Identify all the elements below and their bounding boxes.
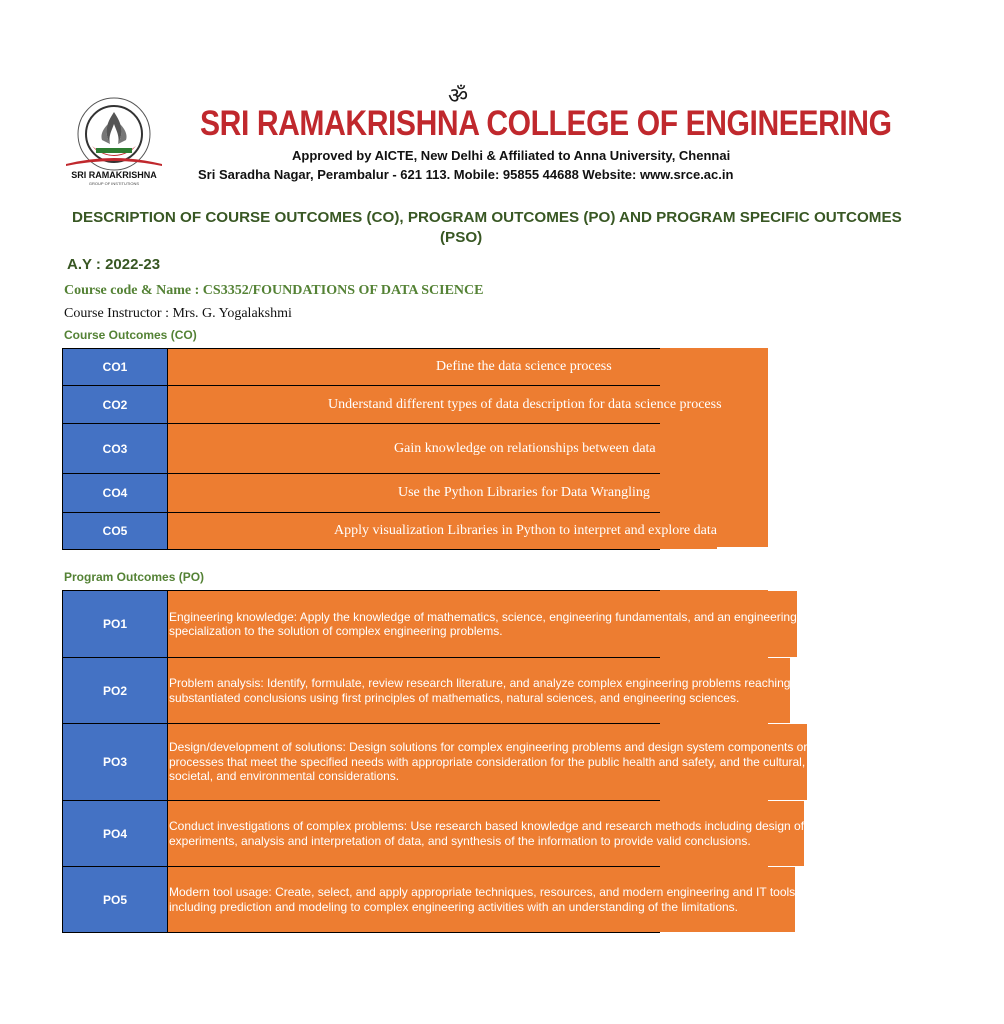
po-description: Design/development of solutions: Design solutions for complex engineering problems and design system components or processes that meet the specified needs with appropriate consideration for the public health and safety, and the cultural, societal, and environmental considerations. <box>169 740 808 784</box>
table-row <box>63 658 791 724</box>
table-row <box>63 867 796 932</box>
co-code: CO3 <box>63 424 168 473</box>
po-description-cell <box>168 658 790 723</box>
po-description-cell <box>168 801 804 866</box>
table-row <box>63 474 660 513</box>
po-code: PO2 <box>63 658 168 723</box>
co-code: CO4 <box>63 474 168 512</box>
co-section-label: Course Outcomes (CO) <box>64 328 197 342</box>
table-row <box>63 424 660 474</box>
co-description: Understand different types of data description for data science process <box>168 386 722 423</box>
po-description-cell <box>168 724 807 800</box>
logo-sublabel: GROUP OF INSTITUTIONS <box>88 181 140 186</box>
co-code: CO5 <box>63 513 168 549</box>
college-logo <box>62 94 166 186</box>
po-description: Modern tool usage: Create, select, and apply appropriate techniques, resources, and modern engineering and IT tools including prediction and modeling to complex engineering activities with an understanding of the limitations. <box>169 885 796 914</box>
course-instructor: Course Instructor : Mrs. G. Yogalakshmi <box>64 306 292 321</box>
co-table <box>62 348 722 550</box>
description-heading: DESCRIPTION OF COURSE OUTCOMES (CO), PROGRAM OUTCOMES (PO) AND PROGRAM SPECIFIC OUTCOMES <box>72 209 902 226</box>
po-code: PO5 <box>63 867 168 932</box>
description-heading-container <box>72 209 902 231</box>
academic-year: A.Y : 2022-23 <box>67 256 161 273</box>
po-code: PO3 <box>63 724 168 800</box>
table-row <box>63 724 808 801</box>
po-code: PO1 <box>63 591 168 657</box>
po-description-cell <box>168 591 797 657</box>
po-description: Problem analysis: Identify, formulate, review research literature, and analyze complex engineering problems reaching substantiated conclusions using first principles of mathematics, natural sciences, and engineering sciences. <box>169 676 791 705</box>
po-section-label: Program Outcomes (PO) <box>64 570 205 584</box>
table-row <box>63 591 797 658</box>
po-description-cell <box>168 867 795 932</box>
co-description: Use the Python Libraries for Data Wrangling <box>168 474 660 512</box>
table-row <box>63 513 717 549</box>
co-description: Gain knowledge on relationships between data <box>168 424 660 473</box>
co-code: CO2 <box>63 386 168 423</box>
co-code: CO1 <box>63 349 168 385</box>
college-name: SRI RAMAKRISHNA COLLEGE OF ENGINEERING <box>200 104 892 143</box>
po-description: Conduct investigations of complex problems: Use research based knowledge and research methods including design of experiments, analysis and interpretation of data, and synthesis of the information to provide valid conclusions. <box>169 819 805 848</box>
description-heading-line2: (PSO) <box>440 229 483 246</box>
po-code: PO4 <box>63 801 168 866</box>
address-line: Sri Saradha Nagar, Perambalur - 621 113. Mobile: 95855 44688 Website: www.srce.ac.in <box>198 167 734 182</box>
table-row <box>63 801 805 867</box>
co-description: Apply visualization Libraries in Python to interpret and explore data <box>168 513 717 549</box>
address-line-container <box>198 166 734 186</box>
po-description: Engineering knowledge: Apply the knowledge of mathematics, science, engineering fundamentals, and an engineering specialization to the solution of complex engineering problems. <box>169 609 797 638</box>
logo-label: SRI RAMAKRISHNA <box>71 170 157 180</box>
approved-line-container <box>292 147 731 167</box>
om-symbol: ॐ <box>448 84 469 109</box>
approved-line: Approved by AICTE, New Delhi & Affiliated to Anna University, Chennai <box>292 148 731 163</box>
college-name-container <box>200 104 892 148</box>
course-code-name: Course code & Name : CS3352/FOUNDATIONS OF DATA SCIENCE <box>64 283 484 298</box>
po-table <box>62 590 808 933</box>
co-description: Define the data science process <box>168 349 660 385</box>
table-row <box>63 349 660 386</box>
table-row <box>63 386 722 424</box>
